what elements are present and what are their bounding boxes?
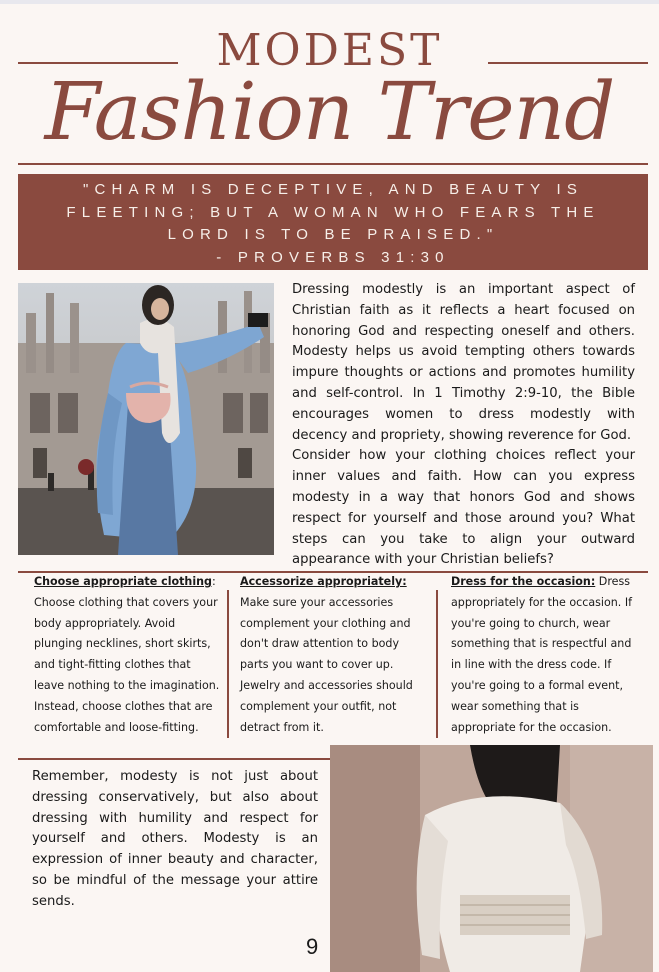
closing-text: Remember, modesty is not just about dressing conservatively, but also about dressing with humility and respect for yourself and others. Modesty is an expression of inner beauty and character, so be mindful of the message your attire sends. <box>32 769 318 909</box>
tip-title-suffix: : <box>211 575 216 588</box>
title-kicker: MODEST <box>216 25 443 76</box>
blue-coat-photo <box>18 283 274 555</box>
white-outfit-photo <box>330 745 653 972</box>
scripture-quote <box>18 174 648 270</box>
tip-title: Dress for the occasion: <box>451 575 596 588</box>
intro-paragraph: Dressing modestly is an important aspect of Christian faith as it reflects a heart focused on honoring God and respecting oneself and others. Modesty helps us avoid tempting others towards impure thoughts or actions and promotes humility and self-control. In 1 Timothy 2:9-10, the Bible encourages women to dress modestly with decency and propriety, showing reverence for God. <box>292 282 635 443</box>
tip-title: Accessorize appropriately: <box>240 575 407 588</box>
top-edge <box>0 0 659 4</box>
intro-text <box>292 280 635 571</box>
tip-title: Choose appropriate clothing <box>34 575 212 588</box>
tip-appropriate-clothing <box>34 572 220 738</box>
tip-accessorize <box>240 572 430 738</box>
tip-occasion <box>451 572 643 738</box>
column-divider <box>436 590 438 738</box>
page-number: 9 <box>306 934 319 959</box>
quote-line: FLEETING; BUT A WOMAN WHO FEARS THE <box>66 203 600 221</box>
tip-body: Choose clothing that covers your body appropriately. Avoid plunging necklines, short skirts, and tight-fitting clothes that leave nothing to the imagination. Instead, choose clothes that are comfortable and loose-fitting. <box>34 595 220 734</box>
intro-paragraph: Consider how your clothing choices reflect your inner values and faith. How can you express modesty in a way that honors God and shows respect for yourself and those around you? What steps can you take to align your outward appearance with your Christian beliefs? <box>292 448 635 568</box>
page-title: Fashion Trend <box>44 65 615 158</box>
quote-line: "CHARM IS DECEPTIVE, AND BEAUTY IS <box>82 181 584 198</box>
outro-rule <box>18 758 330 760</box>
tip-body: Dress appropriately for the occasion. If you're going to church, wear something that is respectful and in line with the dress code. If you're going to a formal event, wear something that is appropriate for the occasion. <box>451 575 633 734</box>
column-divider <box>227 590 229 738</box>
quote-line: LORD IS TO BE PRAISED." <box>167 226 499 243</box>
title-underline <box>18 163 648 165</box>
quote-reference: - PROVERBS 31:30 <box>216 248 450 266</box>
tip-body: Make sure your accessories complement your clothing and don't draw attention to body parts you want to cover up. Jewelry and accessories should complement your outfit, not detract from it. <box>240 595 413 734</box>
